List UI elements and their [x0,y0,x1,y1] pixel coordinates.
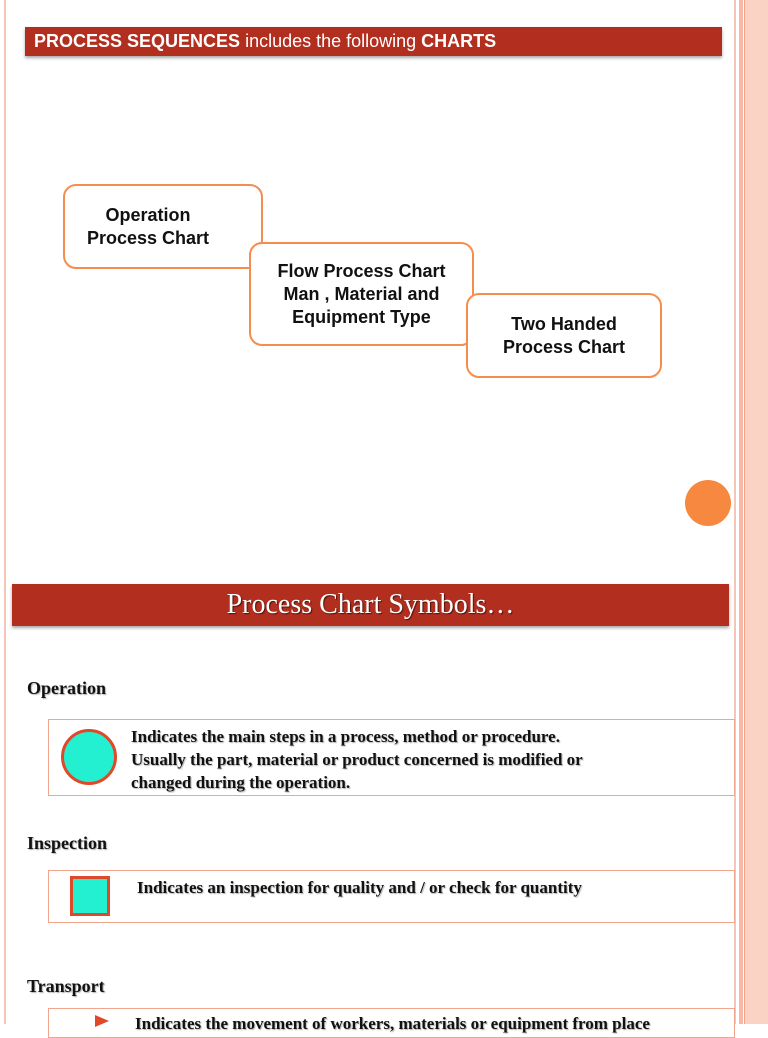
symbol-heading-operation: Operation [27,678,106,698]
two-handed-process-chart-box [466,293,662,378]
symbol-heading-transport: Transport [27,976,105,996]
banner-part2: includes the following [240,31,422,51]
box-label: Operation Process Chart [86,204,210,248]
square-icon [70,876,110,916]
orange-dot-decoration [685,480,731,526]
operation-description: Indicates the main steps in a process, method or procedure. Usually the part, material or product concerned is modified or changed during the operation. [131,727,583,792]
transport-description: Indicates the movement of workers, materials or equipment from place [135,1014,650,1033]
banner-part3: CHARTS [421,31,497,51]
box-label: Flow Process Chart Man , Material and Equipment Type [277,260,446,327]
banner-part1: PROCESS SEQUENCES [34,31,241,51]
left-border-stripe [4,0,6,1024]
circle-icon [61,729,117,785]
right-border-stripe [739,0,743,1024]
arrow-icon [95,1015,109,1027]
box-label: Two Handed Process Chart [502,313,626,357]
flow-process-chart-box [249,242,474,346]
operation-process-chart-box [63,184,263,269]
inspection-description: Indicates an inspection for quality and / or check for quantity [137,878,582,897]
process-sequences-banner [25,27,722,56]
symbol-heading-inspection: Inspection [27,833,108,853]
section-title: Process Chart Symbols… [226,589,515,620]
right-border-band [744,0,768,1024]
process-chart-symbols-banner [12,584,729,626]
